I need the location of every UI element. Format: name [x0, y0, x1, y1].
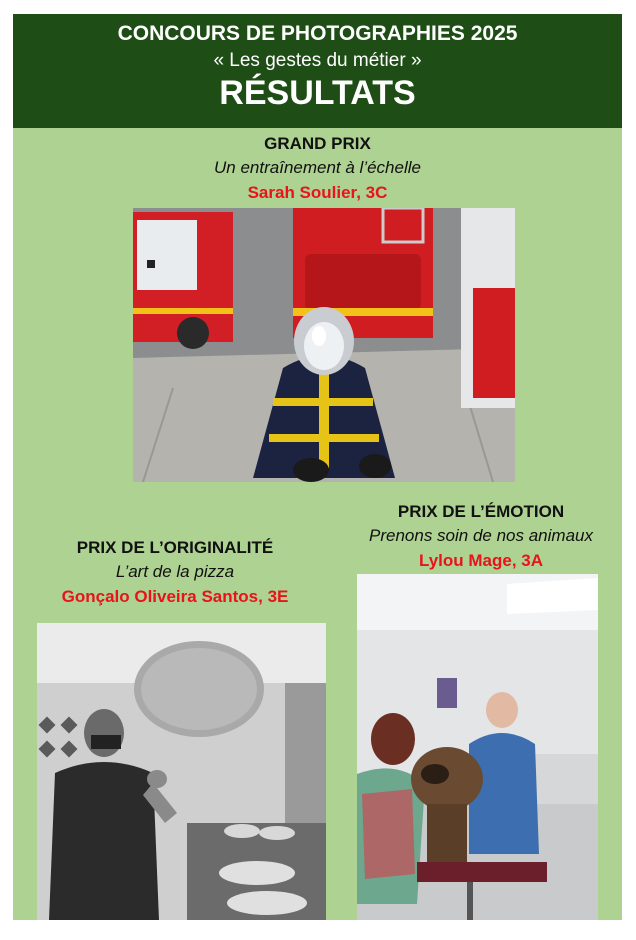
award-author: Sarah Soulier, 3C [247, 183, 388, 202]
award-category: PRIX DE L’ÉMOTION [397, 502, 565, 521]
photo-veterinary [357, 574, 598, 920]
award-photo-title: L’art de la pizza [115, 562, 235, 581]
photo-pizza [37, 623, 326, 920]
award-author: Gonçalo Oliveira Santos, 3E [61, 587, 289, 606]
award-emotion [331, 502, 622, 571]
results-heading: RÉSULTATS [219, 74, 416, 112]
award-photo-title: Un entraînement à l’échelle [214, 158, 421, 177]
poster [13, 14, 622, 920]
award-grand-prix [13, 134, 622, 203]
award-originality [25, 538, 325, 607]
award-photo-title: Prenons soin de nos animaux [369, 526, 593, 545]
award-category: GRAND PRIX [264, 134, 371, 153]
award-category: PRIX DE L’ORIGINALITÉ [76, 538, 274, 557]
photo-firefighter [133, 208, 515, 482]
contest-theme: « Les gestes du métier » [213, 50, 422, 71]
contest-title: CONCOURS DE PHOTOGRAPHIES 2025 [117, 22, 518, 45]
poster-header [13, 14, 622, 128]
award-author: Lylou Mage, 3A [418, 551, 544, 570]
